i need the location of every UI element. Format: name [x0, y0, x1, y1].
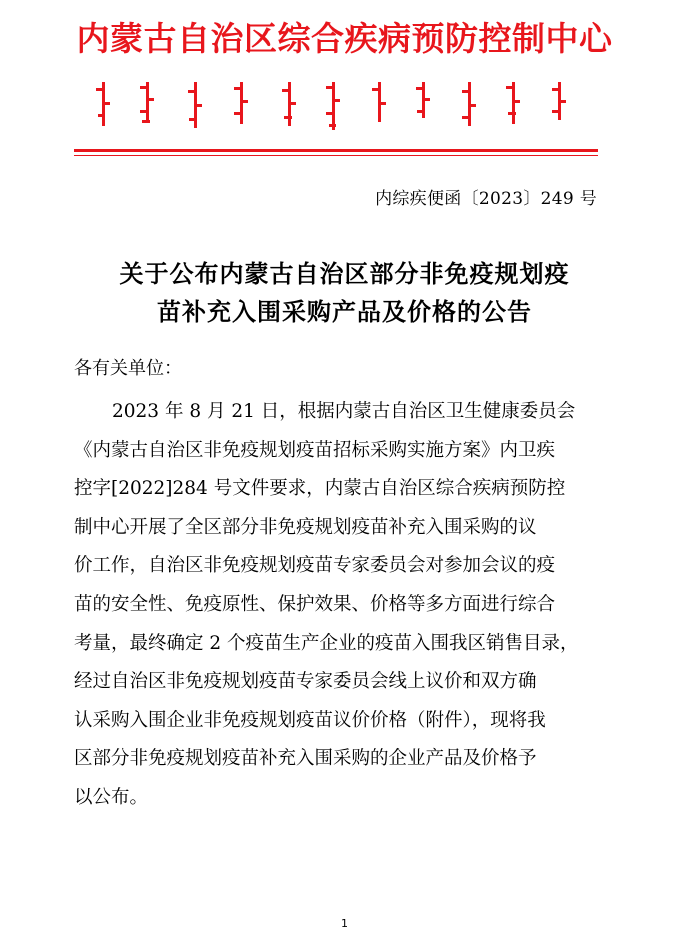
page-number: 1	[341, 917, 348, 930]
org-masthead: 内蒙古自治区综合疾病预防控制中心	[76, 19, 613, 58]
body-line: 价工作，自治区非免疫规划疫苗专家委员会对参加会议的疫	[74, 555, 556, 577]
body-line: 以公布。	[74, 786, 149, 808]
body-line: 控字[2022]284 号文件要求，内蒙古自治区综合疾病预防控	[74, 478, 566, 500]
body-line: 《内蒙古自治区非免疫规划疫苗招标采购实施方案》内卫疾	[74, 439, 556, 461]
header-rule-thin	[74, 155, 598, 156]
header-rule-thick	[74, 149, 598, 152]
body-line: 制中心开展了全区部分非免疫规划疫苗补充入围采购的议	[74, 516, 537, 538]
document-number: 内综疾便函〔2023〕249 号	[375, 189, 597, 209]
body-paragraph	[74, 393, 604, 818]
body-line: 经过自治区非免疫规划疫苗专家委员会线上议价和双方确	[74, 671, 537, 693]
body-line: 区部分非免疫规划疫苗补充入围采购的企业产品及价格予	[74, 748, 537, 770]
salutation: 各有关单位：	[74, 358, 182, 379]
body-line: 苗的安全性、免疫原性、保护效果、价格等多方面进行综合	[74, 593, 556, 615]
body-line: 考量，最终确定 2 个疫苗生产企业的疫苗入围我区销售目录，	[74, 632, 579, 654]
body-line: 认采购入围企业非免疫规划疫苗议价价格（附件），现将我	[74, 709, 546, 731]
body-line: 2023 年 8 月 21 日，根据内蒙古自治区卫生健康委员会	[112, 401, 576, 422]
title-line: 关于公布内蒙古自治区部分非免疫规划疫	[119, 260, 570, 288]
mongolian-script-logo	[96, 82, 596, 132]
document-title	[60, 255, 629, 331]
title-line: 苗补充入围采购产品及价格的公告	[157, 298, 532, 326]
